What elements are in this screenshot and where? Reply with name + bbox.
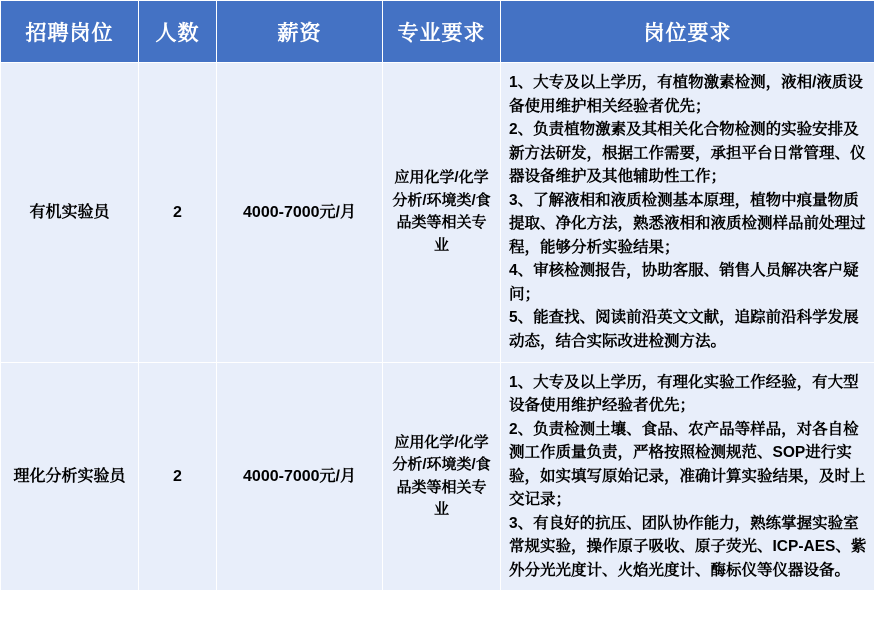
cell-post: 理化分析实验员 xyxy=(1,362,139,591)
requirement-line: 5、能查找、阅读前沿英文文献，追踪前沿科学发展动态，结合实际改进检测方法。 xyxy=(509,309,859,351)
header-post: 招聘岗位 xyxy=(1,1,139,63)
requirement-line: 3、有良好的抗压、团队协作能力，熟练掌握实验室常规实验，操作原子吸收、原子荧光、ICP-AES、紫外分光光度计、火焰光度计、酶标仪等仪器设备。 xyxy=(509,514,867,579)
requirement-line: 1、大专及以上学历，有理化实验工作经验，有大型设备使用维护经验者优先； xyxy=(509,373,859,415)
requirement-line: 3、了解液相和液质检测基本原理，植物中痕量物质提取、净化方法，熟悉液相和液质检测样品前处理过程，能够分析实验结果； xyxy=(509,191,866,256)
requirement-line: 4、审核检测报告，协助客服、销售人员解决客户疑问； xyxy=(509,262,859,303)
cell-salary: 4000-7000元/月 xyxy=(217,362,383,591)
cell-major: 应用化学/化学分析/环境类/食品类等相关专业 xyxy=(383,362,501,591)
cell-count: 2 xyxy=(139,63,217,363)
table-body xyxy=(1,63,874,591)
table-row xyxy=(1,362,874,591)
header-major: 专业要求 xyxy=(383,1,501,63)
header-salary: 薪资 xyxy=(217,1,383,63)
cell-post: 有机实验员 xyxy=(1,63,139,363)
requirement-line: 2、负责植物激素及其相关化合物检测的实验安排及新方法研发，根据工作需要，承担平台日常管理、仪器设备维护及其他辅助性工作； xyxy=(509,121,866,186)
header-count: 人数 xyxy=(139,1,217,63)
table-row xyxy=(1,63,874,363)
cell-major: 应用化学/化学分析/环境类/食品类等相关专业 xyxy=(383,63,501,363)
cell-requirements xyxy=(501,63,874,363)
requirement-line: 1、大专及以上学历，有植物激素检测，液相/液质设备使用维护相关经验者优先； xyxy=(509,74,863,115)
header-requirements: 岗位要求 xyxy=(501,1,874,63)
table-header xyxy=(1,1,874,63)
cell-requirements xyxy=(501,362,874,591)
header-row xyxy=(1,1,874,63)
cell-salary: 4000-7000元/月 xyxy=(217,63,383,363)
cell-count: 2 xyxy=(139,362,217,591)
requirement-line: 2、负责检测土壤、食品、农产品等样品，对各自检测工作质量负责，严格按照检测规范、SOP进行实验，如实填写原始记录，准确计算实验结果，及时上交记录； xyxy=(509,420,866,509)
